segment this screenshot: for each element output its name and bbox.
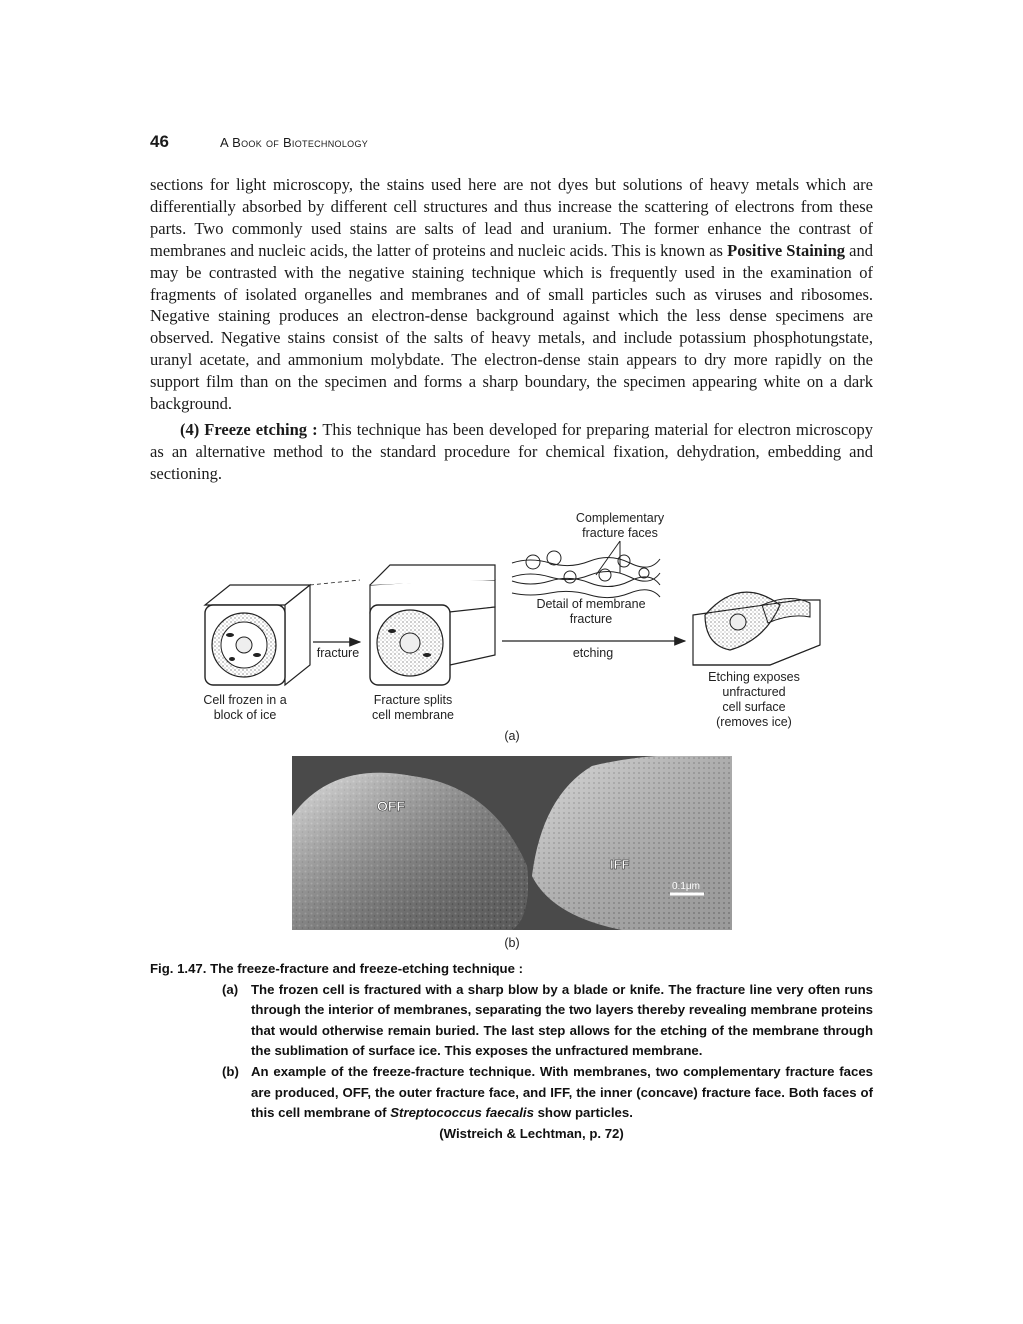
- page-header: [150, 132, 873, 156]
- body-text: [150, 174, 873, 485]
- caption-title: Fig. 1.47. The freeze-fracture and freeze-etching technique :: [150, 961, 523, 976]
- label-removes-ice: (removes ice): [716, 715, 792, 729]
- micro-label-iff: IFF: [610, 857, 630, 872]
- freeze-etching-heading: (4) Freeze etching :: [180, 419, 318, 439]
- positive-staining-term: Positive Staining: [727, 240, 845, 260]
- ice-block-2: [370, 565, 495, 685]
- sublabel-a: (a): [504, 729, 520, 743]
- label-complementary: Complementary: [575, 511, 665, 525]
- freeze-fracture-micrograph: [292, 756, 732, 930]
- label-unfractured: unfractured: [722, 685, 786, 699]
- caption-text-a: The frozen cell is fractured with a sharp blow by a blade or knife. The fracture line very often runs through the interior of membranes, separating the two layers thereby revealing membrane proteins that would otherwise remain buried. The last step allows for the etching of the membrane through the sublimation of surface ice. This exposes the unfractured membrane.: [251, 981, 873, 1059]
- label-fracture-splits: Fracture splits: [373, 693, 453, 707]
- caption-item-b: (b) An example of the freeze-fracture technique. With membranes, two complementary fracture faces are produced, OFF, the outer fracture face, and IFF, the inner (concave) fracture face. Both faces of this cell membrane of Streptococcus faecalis show particles.: [222, 1063, 873, 1121]
- caption-marker-b: (b): [222, 1063, 239, 1079]
- label-fracture-arrow: fracture: [316, 646, 360, 660]
- label-block-of-ice: block of ice: [213, 708, 277, 722]
- label-cell-surface: cell surface: [722, 700, 786, 714]
- micro-label-off: OFF: [377, 798, 405, 814]
- scale-bar-label: 0.1μm: [672, 881, 700, 892]
- label-cell-frozen: Cell frozen in a: [203, 693, 287, 707]
- ice-block-1: [205, 585, 310, 685]
- running-title: A Book of Biotechnology: [220, 135, 369, 150]
- caption-marker-a: (a): [222, 981, 239, 997]
- membrane-detail-sketch: [512, 551, 660, 598]
- paragraph-staining: sections for light microscopy, the stains used here are not dyes but solutions of heavy metals which are differentially absorbed by different cell structures and thus increase the scattering of electrons from these parts. Two commonly used stains are salts of lead and uranium. The former enhance the contrast of membranes and nucleic acids, the latter of proteins and nucleic acids. This is known as Positive Staining and may be contrasted with the negative staining technique which is frequently used in the examination of fragments of isolated organelles and membranes and of small particles such as viruses and ribosomes. Negative staining produces an electron-dense background against which the less dense specimens are observed. Negative stains consist of the salts of heavy metals, and include potassium phosphotungstate, uranyl acetate, and ammonium molybdate. The electron-dense stain appears to dry more rapidly on the support film than on the specimen and forms a sharp boundary, the specimen appearing white on a dark background.: [150, 175, 873, 414]
- label-etching-arrow: etching: [572, 646, 614, 660]
- sublabel-b: (b): [504, 936, 520, 950]
- caption-source: (Wistreich & Lechtman, p. 72): [439, 1125, 624, 1141]
- ice-block-3: [693, 592, 820, 665]
- figure-caption: [150, 959, 873, 1144]
- label-etching-exposes: Etching exposes: [708, 670, 800, 684]
- species-name: Streptococcus faecalis: [390, 1105, 534, 1121]
- paragraph-freeze-etching: (4) Freeze etching : This technique has been developed for preparing material for electron microscopy as an alternative method to the standard procedure for chemical fixation, dehydration, embedding and sectioning.: [150, 419, 873, 483]
- page-number: 46: [150, 132, 169, 151]
- caption-item-a: [222, 980, 873, 1062]
- label-fracture-faces: fracture faces: [582, 526, 658, 540]
- label-detail: Detail of membrane: [536, 597, 646, 611]
- label-cell-membrane: cell membrane: [372, 708, 454, 722]
- label-detail-fracture: fracture: [569, 612, 613, 626]
